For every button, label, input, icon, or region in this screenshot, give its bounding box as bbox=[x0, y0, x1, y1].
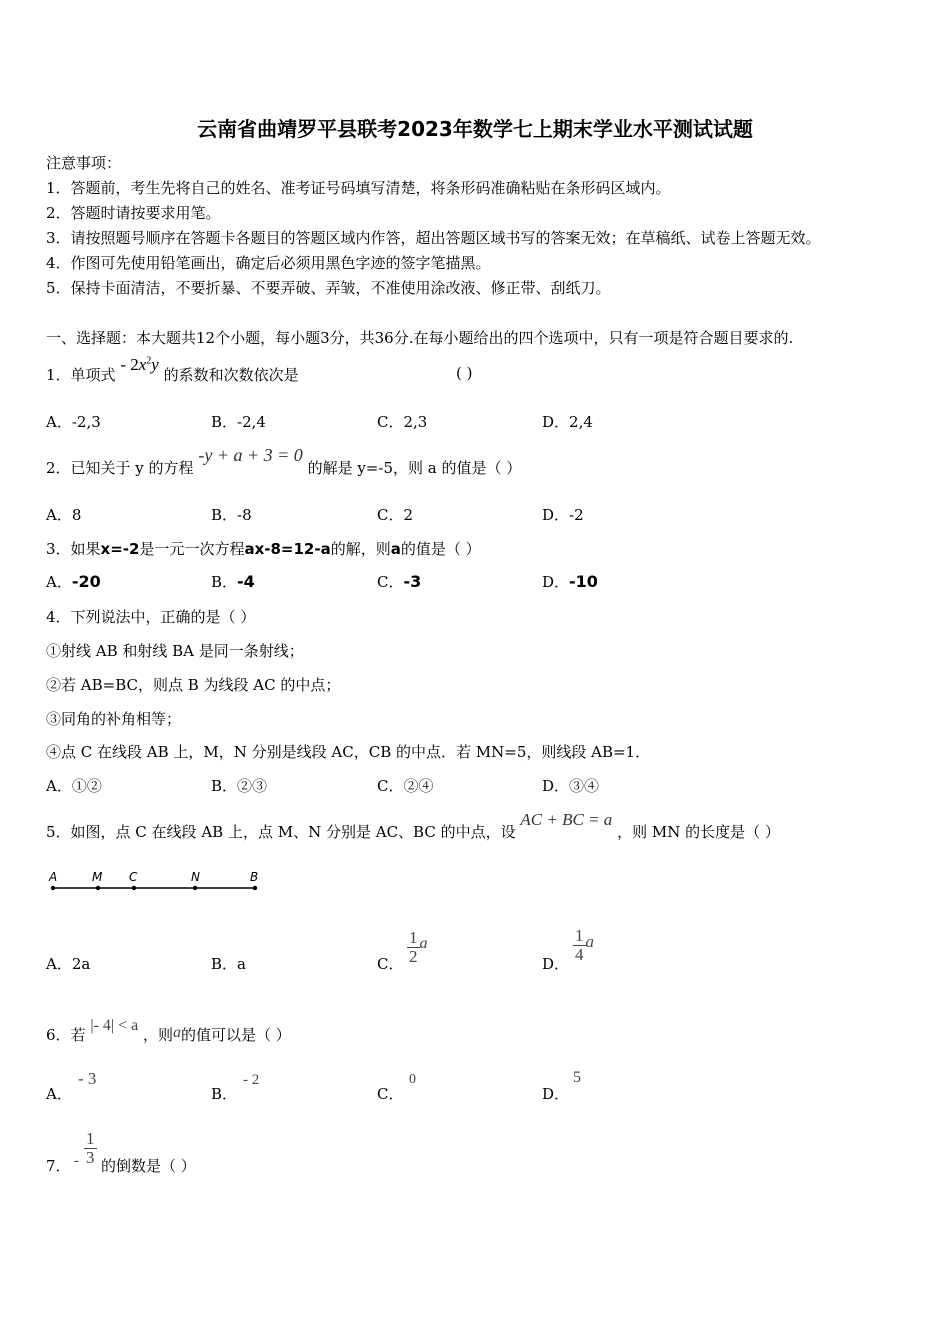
q3-var: a bbox=[390, 540, 401, 558]
q4-statement-2: ②若 AB=BC，则点 B 为线段 AC 的中点； bbox=[46, 676, 341, 694]
q7-post: 的倒数是（ ） bbox=[101, 1157, 196, 1175]
fraction-denominator: 2 bbox=[409, 946, 418, 966]
q4-statement-3: ③同角的补角相等； bbox=[46, 710, 182, 728]
q7-fraction bbox=[84, 1130, 97, 1167]
question-6-stem bbox=[46, 1017, 291, 1045]
fraction-denominator: 4 bbox=[575, 944, 584, 964]
q3-post: 的解，则 bbox=[330, 540, 391, 558]
point-m bbox=[96, 886, 100, 890]
q1-option-c: C．2,3 bbox=[377, 413, 428, 431]
question-1-stem bbox=[46, 355, 299, 385]
question-7-number: 7． bbox=[46, 1157, 71, 1175]
q4-option-a: A．①② bbox=[46, 777, 102, 795]
notice-heading: 注意事项： bbox=[46, 154, 122, 172]
q3-pre: 3．如果 bbox=[46, 540, 101, 558]
q6-option-d-label: D． bbox=[542, 1085, 570, 1103]
q3-option-b-label: B． bbox=[211, 573, 238, 591]
q1-pre: 1．单项式 bbox=[46, 366, 116, 384]
q6-option-a-label: A． bbox=[46, 1085, 72, 1103]
label-m: M bbox=[92, 870, 103, 884]
q3-option-c-value: -3 bbox=[403, 572, 422, 591]
notice-item: 1．答题前，考生先将自己的姓名、准考证号码填写清楚，将条形码准确粘贴在条形码区域内。 bbox=[46, 179, 671, 197]
q4-option-c: C．②④ bbox=[377, 777, 434, 795]
q2-pre: 2．已知关于 y 的方程 bbox=[46, 459, 194, 477]
segment-figure bbox=[44, 868, 274, 898]
fraction-half bbox=[407, 929, 420, 966]
q2-option-b: B．-8 bbox=[211, 506, 252, 524]
q5-option-d-fraction bbox=[573, 927, 594, 964]
q5-option-c-label: C． bbox=[377, 955, 404, 973]
q5-option-a: A．2a bbox=[46, 955, 91, 973]
question-2-stem bbox=[46, 445, 522, 478]
q3-equation: ax-8=12-a bbox=[244, 540, 331, 558]
fraction-numerator: 1 bbox=[575, 926, 584, 945]
point-a bbox=[51, 886, 55, 890]
q6-option-c-label: C． bbox=[377, 1085, 404, 1103]
label-c: C bbox=[129, 870, 138, 884]
page-title: 云南省曲靖罗平县联考2023年数学七上期末学业水平测试试题 bbox=[197, 117, 753, 141]
q1-answer-paren: ( ) bbox=[456, 364, 473, 382]
label-b: B bbox=[250, 870, 259, 884]
notice-item: 4．作图可先使用铅笔画出，确定后必须用黑色字迹的签字笔描黑。 bbox=[46, 254, 491, 272]
fraction-numerator: 1 bbox=[86, 1129, 95, 1148]
q5-option-b: B．a bbox=[211, 955, 246, 973]
q1-exponent: 2 bbox=[146, 355, 152, 367]
q6-option-d-value: 5 bbox=[573, 1069, 581, 1086]
q3-option-a bbox=[46, 571, 101, 592]
q3-option-d-value: -10 bbox=[569, 572, 598, 591]
q1-option-a: A．-2,3 bbox=[46, 413, 101, 431]
q5-pre: 5．如图，点 C 在线段 AB 上，点 M、N 分别是 AC、BC 的中点，设 bbox=[46, 823, 516, 841]
q6-pre: 6．若 bbox=[46, 1026, 86, 1044]
q1-option-b: B．-2,4 bbox=[211, 413, 266, 431]
q5-option-d-label: D． bbox=[542, 955, 570, 973]
fraction-third bbox=[84, 1130, 97, 1167]
q1-monomial bbox=[120, 355, 159, 374]
q7-sign: - bbox=[74, 1153, 79, 1169]
label-n: N bbox=[191, 870, 200, 884]
q3-mid: 是一元一次方程 bbox=[139, 540, 245, 558]
q6-var: a bbox=[172, 1024, 181, 1041]
q6-inequality: |- 4| < a bbox=[90, 1017, 139, 1034]
q1-coef: - 2 bbox=[120, 355, 139, 374]
q6-mid: ，则 bbox=[142, 1026, 173, 1044]
fraction-variable: a bbox=[419, 935, 428, 953]
q2-option-d: D．-2 bbox=[542, 506, 584, 524]
q6-option-c-value: 0 bbox=[409, 1072, 416, 1087]
q2-post: 的解是 y=-5，则 a 的值是（ ） bbox=[307, 459, 522, 477]
fraction-numerator: 1 bbox=[409, 928, 418, 947]
q4-option-b: B．②③ bbox=[211, 777, 268, 795]
fraction-variable: a bbox=[585, 932, 594, 952]
q6-option-b-label: B． bbox=[211, 1085, 238, 1103]
q5-equation: AC + BC = a bbox=[520, 810, 613, 829]
q3-option-d bbox=[542, 571, 598, 592]
q3-option-a-value: -20 bbox=[71, 572, 101, 591]
q5-option-c-fraction bbox=[407, 929, 428, 966]
q5-post: ，则 MN 的长度是（ ） bbox=[617, 823, 780, 841]
q2-option-a: A．8 bbox=[46, 506, 82, 524]
q1-option-d: D．2,4 bbox=[542, 413, 593, 431]
q4-statement-1: ①射线 AB 和射线 BA 是同一条射线； bbox=[46, 642, 304, 660]
q2-equation: -y + a + 3 = 0 bbox=[198, 445, 303, 465]
q3-option-b bbox=[211, 571, 255, 592]
q3-option-d-label: D． bbox=[542, 573, 570, 591]
q4-option-d: D．③④ bbox=[542, 777, 600, 795]
q6-option-a-value: - 3 bbox=[78, 1069, 97, 1088]
q3-option-b-value: -4 bbox=[237, 572, 255, 591]
q3-solution: x=-2 bbox=[100, 540, 140, 558]
q3-option-c-label: C． bbox=[377, 573, 404, 591]
q1-post: 的系数和次数依次是 bbox=[163, 366, 299, 384]
q1-var-y: y bbox=[151, 355, 159, 374]
point-c bbox=[132, 886, 136, 890]
question-4-stem: 4．下列说法中，正确的是（ ） bbox=[46, 608, 256, 626]
point-n bbox=[193, 886, 197, 890]
point-b bbox=[253, 886, 257, 890]
q1-var-x: x bbox=[138, 355, 147, 374]
q3-option-c bbox=[377, 571, 421, 592]
q3-option-a-label: A． bbox=[46, 573, 72, 591]
q3-end: 的值是（ ） bbox=[400, 540, 481, 558]
fraction-denominator: 3 bbox=[86, 1147, 95, 1167]
question-3-stem bbox=[46, 538, 481, 559]
section-heading: 一、选择题：本大题共12个小题，每小题3分，共36分.在每小题给出的四个选项中，只有一项是符合题目要求的. bbox=[46, 329, 794, 347]
q6-option-b-value: - 2 bbox=[243, 1072, 260, 1088]
notice-item: 3．请按照题号顺序在答题卡各题目的答题区域内作答，超出答题区域书写的答案无效；在草稿纸、试卷上答题无效。 bbox=[46, 229, 821, 247]
q4-statement-4: ④点 C 在线段 AB 上，M，N 分别是线段 AC，CB 的中点．若 MN=5，则线段 AB=1． bbox=[46, 743, 651, 761]
q2-option-c: C．2 bbox=[377, 506, 414, 524]
notice-item: 2．答题时请按要求用笔。 bbox=[46, 204, 221, 222]
notice-item: 5．保持卡面清洁，不要折暴、不要弄破、弄皱，不准使用涂改液、修正带、刮纸刀。 bbox=[46, 279, 611, 297]
q6-post: 的值可以是（ ） bbox=[180, 1026, 291, 1044]
question-5-stem bbox=[46, 810, 780, 842]
fraction-quarter bbox=[573, 927, 586, 964]
label-a: A bbox=[49, 870, 58, 884]
